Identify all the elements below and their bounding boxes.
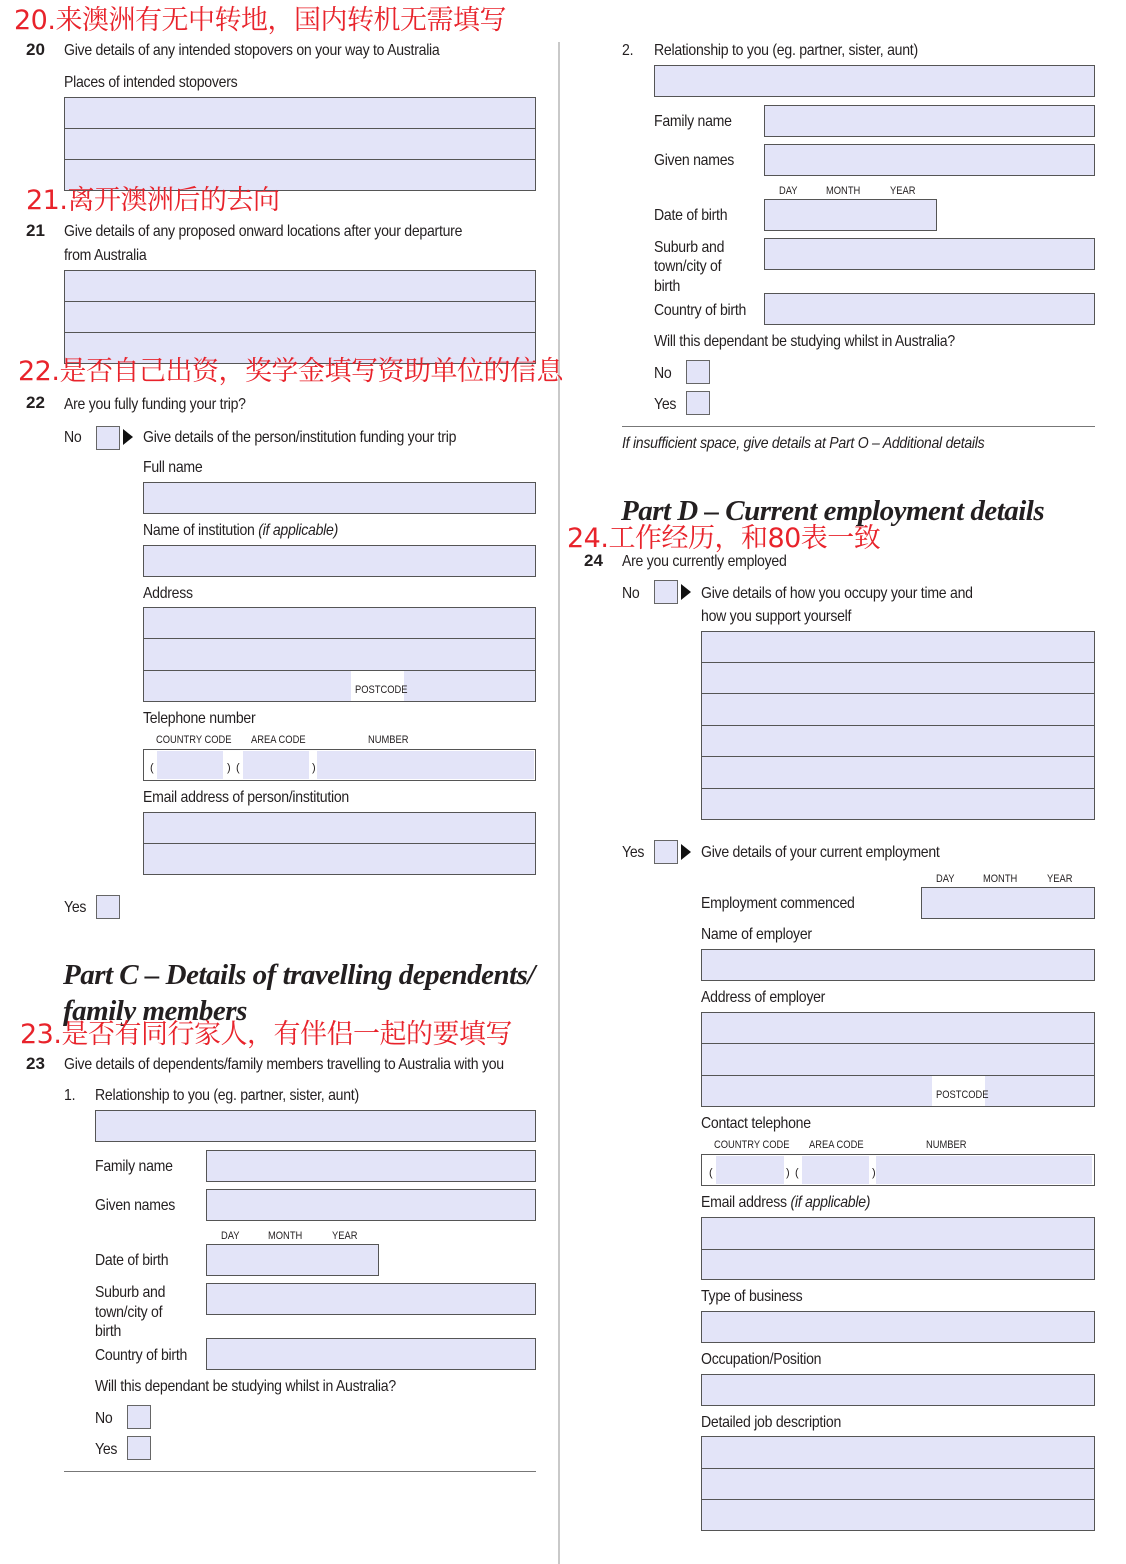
institution-name-input[interactable] — [143, 545, 536, 577]
employer-name-input[interactable] — [701, 949, 1095, 981]
phone-number-input[interactable] — [876, 1156, 1092, 1184]
year-label: YEAR — [332, 1230, 358, 1242]
q24-no-label: No — [622, 585, 640, 602]
contact-telephone-label: Contact telephone — [701, 1115, 811, 1132]
year-label: YEAR — [890, 185, 916, 197]
dependent1-country-label: Country of birth — [95, 1347, 188, 1364]
dependent1-suburb-input[interactable] — [206, 1283, 536, 1315]
dependent1-dob-label: Date of birth — [95, 1252, 169, 1269]
area-code-label: AREA CODE — [809, 1139, 864, 1151]
close-paren: ) — [312, 762, 316, 774]
email-note: (if applicable) — [790, 1194, 871, 1211]
employment-commenced-input[interactable] — [921, 887, 1095, 919]
dependent2-yes-label: Yes — [654, 396, 677, 413]
arrow-right-icon — [681, 584, 691, 600]
column-divider — [558, 42, 560, 1564]
dependent1-index: 1. — [64, 1087, 76, 1104]
dependent2-family-name-input[interactable] — [764, 105, 1095, 137]
q22-no-instruction: Give details of the person/institution funding your trip — [143, 429, 457, 446]
question-number-21: 21 — [26, 221, 45, 240]
q22-no-label: No — [64, 429, 82, 446]
q22-question: Are you fully funding your trip? — [64, 396, 246, 413]
month-label: MONTH — [983, 873, 1018, 885]
annotation-q21: 21.离开澳洲后的去向 — [26, 185, 280, 216]
employer-name-label: Name of employer — [701, 926, 812, 943]
dependent1-yes-label: Yes — [95, 1441, 118, 1458]
insufficient-space-note: If insufficient space, give details at Part O – Additional details — [622, 435, 985, 452]
job-description-label: Detailed job description — [701, 1414, 842, 1431]
question-number-23: 23 — [26, 1054, 45, 1073]
divider — [622, 426, 1095, 427]
area-code-label: AREA CODE — [251, 734, 306, 746]
stopovers-input[interactable] — [64, 97, 536, 191]
q24-no-checkbox[interactable] — [654, 580, 678, 604]
dependent2-suburb-label-3: birth — [654, 278, 681, 295]
dependent1-suburb-label-2: town/city of — [95, 1304, 163, 1321]
dependent1-no-label: No — [95, 1410, 113, 1427]
dependent1-yes-checkbox[interactable] — [127, 1436, 151, 1460]
dependent2-suburb-label-1: Suburb and — [654, 239, 725, 256]
day-label: DAY — [936, 873, 955, 885]
number-label: NUMBER — [368, 734, 409, 746]
dependent1-studying-label: Will this dependant be studying whilst in Australia? — [95, 1378, 396, 1395]
employer-telephone-input[interactable] — [701, 1154, 1095, 1186]
q24-question: Are you currently employed — [622, 553, 787, 570]
dependent1-no-checkbox[interactable] — [127, 1405, 151, 1429]
q23-question: Give details of dependents/family members travelling to Australia with you — [64, 1056, 504, 1073]
dependent1-family-name-label: Family name — [95, 1158, 173, 1175]
occupy-time-input[interactable] — [701, 631, 1095, 820]
institution-name-note: (if applicable) — [258, 522, 339, 539]
q21-question-line1: Give details of any proposed onward locations after your departure — [64, 223, 463, 240]
question-number-24: 24 — [584, 551, 603, 570]
dependent1-given-names-label: Given names — [95, 1197, 176, 1214]
q21-question-line2: from Australia — [64, 247, 147, 264]
number-label: NUMBER — [926, 1139, 967, 1151]
part-c-title-line2: family members — [63, 995, 247, 1027]
dependent1-relationship-input[interactable] — [95, 1110, 536, 1142]
open-paren: ( — [709, 1167, 713, 1179]
dependent2-no-checkbox[interactable] — [686, 360, 710, 384]
dependent2-family-name-label: Family name — [654, 113, 732, 130]
open-paren: ( — [795, 1167, 799, 1179]
part-d-title: Part D – Current employment details — [621, 495, 1045, 527]
q24-no-instruction-line1: Give details of how you occupy your time and — [701, 585, 973, 602]
question-number-22: 22 — [26, 393, 45, 412]
day-label: DAY — [779, 185, 798, 197]
employment-commenced-label: Employment commenced — [701, 895, 855, 912]
open-paren: ( — [150, 762, 154, 774]
arrow-right-icon — [123, 429, 133, 445]
job-description-input[interactable] — [701, 1436, 1095, 1531]
dependent2-studying-label: Will this dependant be studying whilst in Australia? — [654, 333, 955, 350]
dependent1-suburb-label-1: Suburb and — [95, 1284, 166, 1301]
institution-name-label — [143, 521, 338, 540]
funder-telephone-input[interactable] — [143, 749, 536, 781]
employer-email-label — [701, 1193, 870, 1212]
q24-yes-instruction: Give details of your current employment — [701, 844, 940, 861]
dependent2-relationship-label: Relationship to you (eg. partner, sister, aunt) — [654, 42, 918, 59]
postcode-label: POSTCODE — [936, 1089, 989, 1101]
country-code-label: COUNTRY CODE — [714, 1139, 790, 1151]
q24-yes-label: Yes — [622, 844, 645, 861]
year-label: YEAR — [1047, 873, 1073, 885]
part-c-title-line1: Part C – Details of travelling dependents/ — [63, 959, 535, 991]
dependent1-suburb-label-3: birth — [95, 1323, 122, 1340]
q24-yes-checkbox[interactable] — [654, 840, 678, 864]
country-code-input[interactable] — [716, 1156, 784, 1184]
q20-places-label: Places of intended stopovers — [64, 74, 238, 91]
employer-address-input[interactable] — [701, 1012, 1095, 1107]
address-label: Address — [143, 585, 193, 602]
dependent2-given-names-label: Given names — [654, 152, 735, 169]
business-type-input[interactable] — [701, 1311, 1095, 1343]
question-number-20: 20 — [26, 40, 45, 59]
close-paren: ) — [872, 1167, 876, 1179]
dependent2-relationship-input[interactable] — [654, 65, 1095, 97]
divider — [64, 1471, 536, 1472]
annotation-q22: 22.是否自己出资，奖学金填写资助单位的信息 — [18, 356, 563, 387]
q22-no-checkbox[interactable] — [96, 426, 120, 450]
dependent1-relationship-label: Relationship to you (eg. partner, sister, aunt) — [95, 1087, 359, 1104]
arrow-right-icon — [681, 844, 691, 860]
q24-no-instruction-line2: how you support yourself — [701, 608, 852, 625]
business-type-label: Type of business — [701, 1288, 803, 1305]
q20-question: Give details of any intended stopovers on your way to Australia — [64, 42, 440, 59]
email-label-text: Email address — [701, 1194, 787, 1211]
annotation-q23: 23.是否有同行家人，有伴侣一起的要填写 — [20, 1019, 512, 1050]
full-name-label: Full name — [143, 459, 203, 476]
employer-email-input[interactable] — [701, 1217, 1095, 1280]
phone-number-input[interactable] — [317, 751, 534, 779]
funder-email-input[interactable] — [143, 812, 536, 875]
annotation-q24: 24.工作经历，和80表一致 — [567, 523, 881, 554]
country-code-input[interactable] — [157, 751, 223, 779]
telephone-label: Telephone number — [143, 710, 256, 727]
q22-yes-checkbox[interactable] — [96, 895, 120, 919]
dependent2-country-label: Country of birth — [654, 302, 747, 319]
funder-full-name-input[interactable] — [143, 482, 536, 514]
q22-yes-label: Yes — [64, 899, 87, 916]
email-label: Email address of person/institution — [143, 789, 349, 806]
dependent2-index: 2. — [622, 42, 634, 59]
month-label: MONTH — [826, 185, 861, 197]
dependent2-suburb-input[interactable] — [764, 238, 1095, 270]
funder-address-input[interactable] — [143, 607, 536, 702]
dependent2-dob-input[interactable] — [764, 199, 937, 231]
annotation-q20: 20.来澳洲有无中转地，国内转机无需填写 — [14, 5, 506, 36]
dependent2-dob-label: Date of birth — [654, 207, 728, 224]
month-label: MONTH — [268, 1230, 303, 1242]
employer-address-label: Address of employer — [701, 989, 826, 1006]
dependent2-given-names-input[interactable] — [764, 144, 1095, 176]
dependent1-given-names-input[interactable] — [206, 1189, 536, 1221]
close-paren: ) — [227, 762, 231, 774]
open-paren: ( — [236, 762, 240, 774]
dependent2-yes-checkbox[interactable] — [686, 391, 710, 415]
close-paren: ) — [786, 1167, 790, 1179]
country-code-label: COUNTRY CODE — [156, 734, 232, 746]
dependent2-no-label: No — [654, 365, 672, 382]
area-code-input[interactable] — [802, 1156, 869, 1184]
dependent1-dob-input[interactable] — [206, 1244, 379, 1276]
occupation-label: Occupation/Position — [701, 1351, 822, 1368]
institution-name-text: Name of institution — [143, 522, 255, 539]
day-label: DAY — [221, 1230, 240, 1242]
onward-locations-input[interactable] — [64, 270, 536, 364]
area-code-input[interactable] — [243, 751, 309, 779]
dependent1-country-input[interactable] — [206, 1338, 536, 1370]
postcode-label: POSTCODE — [355, 684, 408, 696]
dependent1-family-name-input[interactable] — [206, 1150, 536, 1182]
dependent2-suburb-label-2: town/city of — [654, 258, 722, 275]
occupation-input[interactable] — [701, 1374, 1095, 1406]
dependent2-country-input[interactable] — [764, 293, 1095, 325]
